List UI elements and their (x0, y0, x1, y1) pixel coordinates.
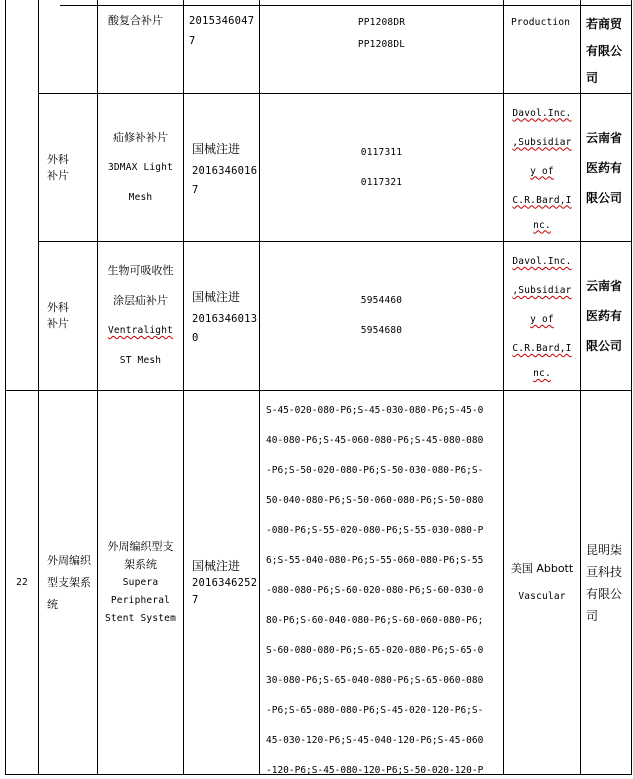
row-3-number (6, 391, 38, 774)
product-line: Stent System (104, 612, 177, 624)
reg-line: 2016346252 (192, 576, 258, 589)
reg-line: 国械注进 (192, 558, 241, 573)
model-line: -080-080-P6;S-60-020-080-P6;S-60-030-0 (266, 585, 484, 596)
category-text: 外周编织型支架系统 (47, 553, 91, 611)
product-line: 外周编织型支 (107, 539, 174, 553)
model-line: -P6;S-50-020-080-P6;S-50-030-080-P6;S- (266, 465, 484, 476)
dealer-line: 亘科技 (586, 564, 623, 579)
row-2-manufacturer (504, 242, 580, 390)
maker-line: Davol.Inc. (512, 107, 572, 119)
maker-line: ,Subsidiar (512, 136, 572, 148)
product-line: 疝修补补片 (113, 130, 168, 144)
product-line: 架系统 (124, 557, 157, 571)
row-1-manufacturer (504, 94, 580, 241)
row-3-product (98, 391, 183, 774)
reg-line: 7 (192, 183, 199, 196)
model-line: 0117311 (360, 146, 403, 158)
row-0-registration (184, 6, 259, 93)
product-line: 涂层疝补片 (113, 294, 168, 307)
reg-line: 2015346047 (189, 15, 255, 27)
dealer-line: 限公司 (586, 339, 623, 353)
maker-line: nc. (533, 219, 551, 231)
maker-line: 美国 Abbott (510, 561, 574, 575)
row-2-product (98, 242, 183, 390)
maker-line: ,Subsidiar (512, 285, 572, 296)
row-1-registration (184, 94, 259, 241)
row-2-registration (184, 242, 259, 390)
row-3-category (39, 391, 97, 774)
row-3-dealer (581, 391, 631, 774)
row-3-model (260, 391, 503, 774)
model-line: -080-P6;S-55-020-080-P6;S-55-030-080-P (266, 525, 484, 536)
row-number: 22 (16, 576, 28, 588)
model-line: S-45-020-080-P6;S-45-030-080-P6;S-45-0 (266, 405, 484, 416)
row-1-dealer (581, 94, 631, 241)
dealer-line: 昆明柒 (586, 542, 623, 557)
table-bottom-border (5, 774, 632, 775)
model-line: -P6;S-65-080-080-P6;S-45-020-120-P6;S- (266, 705, 484, 716)
row-2-category (39, 242, 97, 390)
reg-line: 7 (192, 593, 199, 606)
row-3-manufacturer (504, 391, 580, 774)
row-0-product (98, 6, 183, 93)
product-line: Ventralight (107, 325, 174, 336)
product-line: Supera (122, 576, 159, 588)
maker-line: nc. (533, 368, 551, 379)
model-line: 0117321 (360, 176, 403, 188)
dealer-line: 医药有 (586, 309, 623, 323)
reg-line: 2016346013 (192, 313, 258, 325)
reg-line: 0 (192, 332, 199, 344)
model-line: 50-040-080-P6;S-50-060-080-P6;S-50-080 (266, 495, 484, 506)
product-line: 酸复合补片 (108, 14, 163, 27)
maker-line: C.R.Bard,I (512, 343, 572, 354)
dealer-line: 云南省 (586, 279, 623, 293)
row-0-dealer (581, 6, 631, 93)
product-line: ST Mesh (119, 355, 162, 366)
dealer-line: 限公司 (586, 190, 623, 205)
dealer-line: 医药有 (586, 160, 623, 175)
dealer-line: 司 (586, 71, 599, 85)
product-line: 3DMAX Light (107, 161, 174, 173)
dealer-line: 司 (586, 608, 599, 623)
reg-line: 国械注进 (192, 290, 241, 304)
product-line: 生物可吸收性 (107, 264, 174, 277)
row-2-dealer (581, 242, 631, 390)
model-line: 45-030-120-P6;S-45-040-120-P6;S-45-060 (266, 735, 484, 746)
dealer-line: 有限公 (586, 586, 623, 601)
maker-line: y of (530, 314, 554, 325)
col-line-7 (631, 0, 632, 775)
model-line: 5954680 (360, 325, 403, 336)
maker-line: Production (511, 17, 571, 28)
product-line: Peripheral (110, 594, 171, 606)
model-line: -120-P6;S-45-080-120-P6;S-50-020-120-P (266, 765, 484, 774)
row-1-product (98, 94, 183, 241)
maker-line: Davol.Inc. (512, 256, 572, 267)
row-0-manufacturer (504, 6, 580, 93)
maker-line: C.R.Bard,I (512, 194, 572, 206)
model-line: 40-080-P6;S-45-060-080-P6;S-45-080-080 (266, 435, 484, 446)
row-1-category (39, 94, 97, 241)
dealer-line: 云南省 (586, 130, 623, 145)
model-line: PP1208DL (357, 39, 406, 50)
dealer-line: 有限公 (586, 44, 623, 58)
model-line: 5954460 (360, 295, 403, 306)
model-line: S-60-080-080-P6;S-65-020-080-P6;S-65-0 (266, 645, 484, 656)
maker-line: y of (530, 165, 554, 177)
model-line: 80-P6;S-60-040-080-P6;S-60-060-080-P6; (266, 615, 484, 626)
reg-line: 7 (189, 35, 196, 47)
dealer-line: 若商贸 (586, 17, 623, 31)
row-2-model (260, 242, 503, 390)
product-line: Mesh (128, 191, 153, 203)
category-text: 外科补片 (47, 152, 69, 182)
model-line: PP1208DR (357, 17, 406, 28)
row-3-registration (184, 391, 259, 774)
category-text: 外科补片 (47, 301, 69, 330)
reg-line: 2016346016 (192, 164, 258, 177)
maker-line: Vascular (518, 590, 566, 602)
model-line: 30-080-P6;S-65-040-080-P6;S-65-060-080 (266, 675, 484, 686)
row-0-model (260, 6, 503, 93)
reg-line: 国械注进 (192, 141, 241, 156)
row-1-model (260, 94, 503, 241)
model-line: 6;S-55-040-080-P6;S-55-060-080-P6;S-55 (266, 555, 484, 566)
